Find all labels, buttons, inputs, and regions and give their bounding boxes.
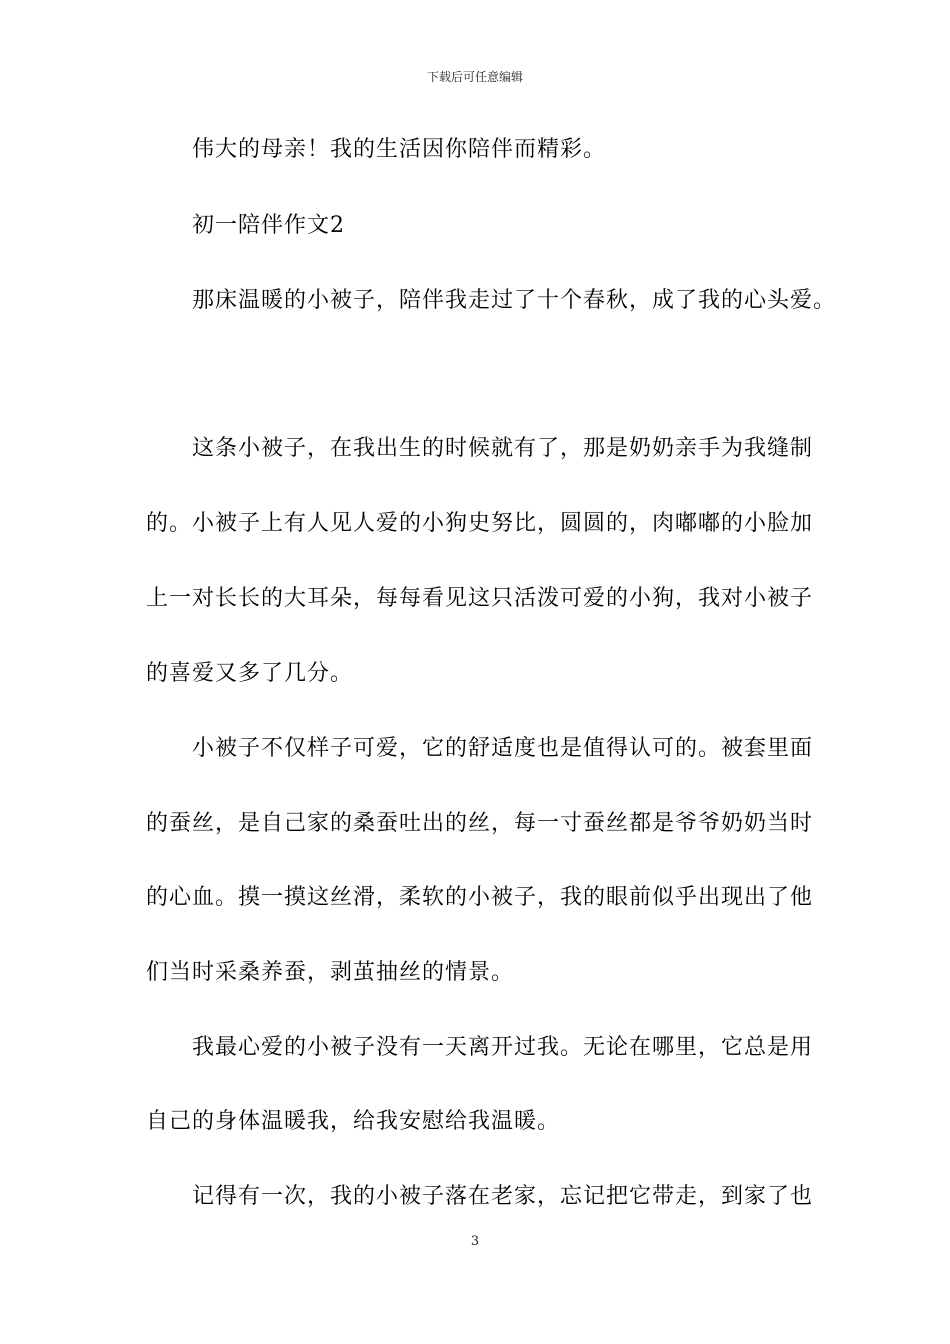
- text-line: 上一对长长的大耳朵，每每看见这只活泼可爱的小狗，我对小被子: [146, 586, 814, 611]
- text-line: 那床温暖的小被子，陪伴我走过了十个春秋，成了我的心头爱。: [192, 288, 837, 313]
- text-line: 的喜爱又多了几分。: [146, 661, 354, 686]
- page-header: 下载后可任意编辑: [426, 70, 523, 84]
- text-line: 们当时采桑养蚕，剥茧抽丝的情景。: [146, 960, 515, 985]
- text-line: 的心血。摸一摸这丝滑，柔软的小被子，我的眼前似乎出现出了他: [146, 885, 814, 910]
- text-line: 记得有一次，我的小被子落在老家，忘记把它带走，到家了也: [192, 1184, 814, 1209]
- text-line: 的蚕丝，是自己家的桑蚕吐出的丝，每一寸蚕丝都是爷爷奶奶当时: [146, 811, 814, 836]
- page-number: 3: [470, 1234, 480, 1249]
- text-line: 的。小被子上有人见人爱的小狗史努比，圆圆的，肉嘟嘟的小脸加: [146, 511, 814, 536]
- text-line: 伟大的母亲！我的生活因你陪伴而精彩。: [192, 137, 607, 162]
- text-line: 小被子不仅样子可爱，它的舒适度也是值得认可的。被套里面: [192, 736, 814, 761]
- section-heading: 初一陪伴作文2: [192, 213, 345, 238]
- text-line: 这条小被子，在我出生的时候就有了，那是奶奶亲手为我缝制: [192, 436, 814, 461]
- text-line: 自己的身体温暖我，给我安慰给我温暖。: [146, 1109, 561, 1134]
- text-line: 我最心爱的小被子没有一天离开过我。无论在哪里，它总是用: [192, 1035, 814, 1060]
